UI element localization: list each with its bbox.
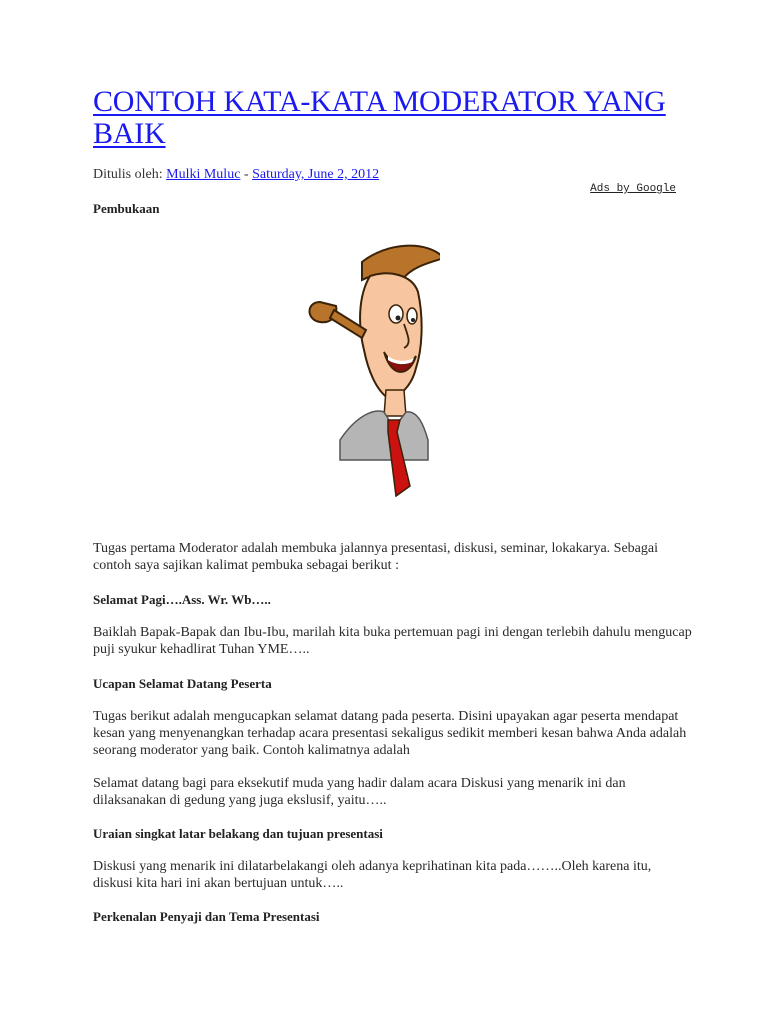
intro-paragraph: Tugas pertama Moderator adalah membuka jalannya presentasi, diskusi, seminar, lokakarya. Sebagai contoh saya sajikan kalimat pembuka sebagai berikut : bbox=[93, 541, 658, 573]
welcome-paragraph: Tugas berikut adalah mengucapkan selamat datang pada peserta. Disini upayakan agar peserta mendapat kesan yang menyenangkan terhadap acara presentasi sekaligus sedikit memberi kesan bahwa Anda adalah seorang moderator yang baik. Contoh kalimatnya adalah bbox=[93, 709, 687, 758]
byline-separator: - bbox=[240, 167, 253, 182]
byline bbox=[93, 166, 379, 184]
byline-prefix: Ditulis oleh: bbox=[93, 167, 167, 182]
cartoon-face bbox=[360, 273, 422, 398]
background-paragraph: Diskusi yang menarik ini dilatarbelakangi oleh adanya keprihatinan kita pada……..Oleh karena itu, diskusi kita hari ini akan bertujuan untuk….. bbox=[93, 859, 652, 891]
moderator-cartoon-illustration bbox=[300, 240, 440, 500]
ads-by-google-link[interactable]: Ads by Google bbox=[590, 183, 676, 195]
author-link[interactable]: Mulki Muluc bbox=[166, 167, 241, 182]
heading-presenter: Perkenalan Penyaji dan Tema Presentasi bbox=[93, 909, 320, 924]
heading-opening: Pembukaan bbox=[93, 201, 160, 216]
welcome-example-paragraph: Selamat datang bagi para eksekutif muda yang hadir dalam acara Diskusi yang menarik ini dan dilaksanakan di gedung yang juga ekslusif, yaitu….. bbox=[93, 776, 626, 808]
date-link[interactable]: Saturday, June 2, 2012 bbox=[252, 167, 380, 182]
heading-welcome: Ucapan Selamat Datang Peserta bbox=[93, 676, 272, 691]
title-link[interactable]: CONTOH KATA-KATA MODERATOR YANG BAIK bbox=[93, 85, 666, 150]
greeting-paragraph: Baiklah Bapak-Bapak dan Ibu-Ibu, marilah kita buka pertemuan pagi ini dengan terlebih dahulu mengucap puji syukur kehadlirat Tuhan YME….. bbox=[93, 625, 692, 657]
heading-background: Uraian singkat latar belakang dan tujuan presentasi bbox=[93, 826, 383, 841]
heading-greeting: Selamat Pagi….Ass. Wr. Wb….. bbox=[93, 592, 271, 607]
page-title[interactable] bbox=[93, 86, 693, 150]
cartoon-collar bbox=[340, 411, 428, 460]
